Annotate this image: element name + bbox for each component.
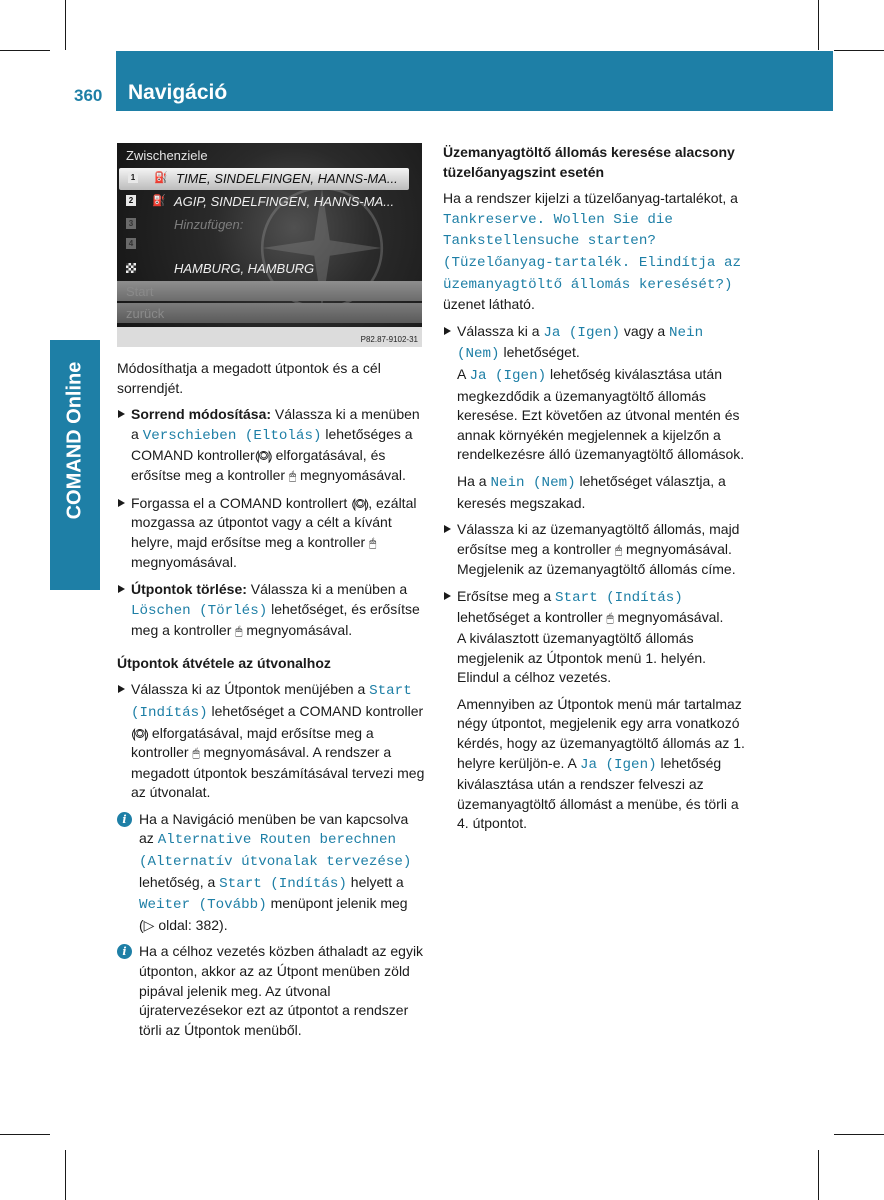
waypoint-text: TIME, SINDELFINGEN, HANNS-MA...	[176, 171, 398, 186]
menu-option: Weiter (Tovább)	[139, 897, 267, 914]
back-button[interactable]: zurück	[117, 303, 422, 323]
page-title: Navigáció	[128, 81, 228, 104]
crop-mark	[0, 1134, 50, 1135]
menu-option: Nein (Nem)	[490, 474, 576, 491]
side-tab-label: COMAND Online	[63, 361, 86, 519]
section-heading: Útpontok átvétele az útvonalhoz	[117, 654, 331, 671]
paragraph: Ha a rendszer kijelzi a tüzelőanyag-tartalékot, a Tankreserve. Wollen Sie die Tankstellensuche starten? (Tüzelőanyag-tartalék. Elindítja az üzemanyagtöltő állomás keresését?) üzenet látható.	[443, 190, 741, 313]
menu-option: Start (Indítás)	[555, 589, 683, 606]
destination-row[interactable]	[117, 258, 422, 280]
waypoint-row-4[interactable]	[117, 234, 422, 256]
menu-option: Ja (Igen)	[469, 367, 547, 384]
info-note: i Ha a Navigáció menüben be van kapcsolva az Alternative Routen berechnen (Alternatív útvonalak tervezése) lehetőség, a Start (Indítás) helyett a Weiter (Tovább) menüpont jelenik meg (▷ oldal: 382).	[117, 810, 425, 936]
menu-option: Alternative Routen berechnen (Alternatív útvonalak tervezése)	[139, 832, 412, 871]
controller-rotate-icon: ⟬◎⟭	[254, 448, 272, 464]
waypoint-number-badge: 1	[128, 172, 138, 183]
menu-option: Verschieben (Eltolás)	[142, 427, 322, 444]
waypoint-number-badge: 3	[126, 218, 136, 229]
controller-press-icon: 🖱	[369, 535, 377, 550]
right-column	[443, 143, 749, 834]
info-note: i Ha a célhoz vezetés közben áthaladt az egyik útponton, akkor az az Útpont menüben zöld pipával jelenik meg. Az útvonal újratervezésekor ezt az útpontot a rendszer törli az Útpontok menüből.	[117, 942, 425, 1040]
bullet-start: Válassza ki az Útpontok menüjében a Start (Indítás) lehetőséget a COMAND kontroller ⟬◎⟭ elforgatásával, majd erősítse meg a kontroller 🖱 megnyomásával. A rendszer a megadott útpontok beszámításával tervezi meg az útvonalat.	[117, 680, 425, 803]
paragraph: Módosíthatja a megadott útpontok és a cél sorrendjét.	[117, 360, 381, 396]
crop-mark	[818, 0, 819, 50]
controller-press-icon: 🖱	[192, 746, 200, 761]
comand-display-figure	[117, 143, 422, 347]
fuel-station-icon: ⛽	[152, 195, 166, 207]
menu-option: Löschen (Törlés)	[131, 602, 268, 619]
paragraph: A Ja (Igen) lehetőség kiválasztása után megkezdődik a üzemanyagtöltő állomás keresése. Ezt követően az útvonal mentén és annak környékén megjelennek a kijelzőn a rendelkezésre álló üzemanyagtöltő állomások.	[457, 365, 745, 463]
paragraph: Ha a Nein (Nem) lehetőséget választja, a keresés megszakad.	[457, 472, 726, 511]
waypoint-number-badge: 4	[126, 238, 136, 249]
waypoint-number-badge: 2	[126, 195, 136, 206]
crop-mark	[65, 1150, 66, 1200]
crop-mark	[65, 0, 66, 50]
menu-option: Ja (Igen)	[543, 324, 620, 341]
crop-mark	[818, 1150, 819, 1200]
waypoint-text: AGIP, SINDELFINGEN, HANNS-MA...	[174, 194, 395, 209]
menu-option: Start (Indítás)	[219, 875, 347, 892]
waypoint-row-3[interactable]	[117, 214, 422, 236]
waypoint-row-1[interactable]	[119, 168, 409, 190]
fuel-station-icon: ⛽	[154, 172, 168, 184]
bullet-choose: Válassza ki a Ja (Igen) vagy a Nein (Nem) lehetőséget.	[443, 322, 749, 365]
crop-mark	[834, 50, 884, 51]
display-title: Zwischenziele	[126, 148, 208, 163]
page-number: 360	[74, 86, 103, 105]
bullet-rotate: Forgassa el a COMAND kontrollert ⟬◎⟭, ezáltal mozgassa az útpontot vagy a célt a kívánt helyre, majd erősítse meg a kontroller 🖱 megnyomásával.	[117, 494, 425, 573]
waypoint-text: Hinzufügen:	[174, 217, 244, 232]
controller-press-icon: 🖱	[235, 624, 243, 639]
destination-text: HAMBURG, HAMBURG	[174, 261, 315, 276]
bullet-confirm-start: Erősítse meg a Start (Indítás) lehetőséget a kontroller 🖱 megnyomásával.	[443, 587, 749, 629]
menu-option: Ja (Igen)	[579, 756, 657, 773]
controller-press-icon: 🖱	[606, 611, 614, 626]
crop-mark	[0, 50, 50, 51]
controller-press-icon: 🖱	[288, 468, 297, 483]
controller-rotate-icon: ⟬◎⟭	[131, 725, 149, 741]
bullet-reorder: Sorrend módosítása: Válassza ki a menüben a Verschieben (Eltolás) lehetőséges a COMAND kontroller⟬◎⟭ elforgatásával, és erősítse meg a kontroller 🖱 megnyomásával.	[117, 405, 425, 486]
crop-mark	[834, 1134, 884, 1135]
bullet-select-station: Válassza ki az üzemanyagtöltő állomás, majd erősítse meg a kontroller 🖱 megnyomásával.	[443, 520, 749, 560]
menu-option: Start (Indítás)	[131, 683, 412, 721]
paragraph: A kiválasztott üzemanyagtöltő állomás megjelenik az Útpontok menü 1. helyén. Elindul a célhoz vezetés.	[457, 630, 707, 686]
left-column	[117, 359, 425, 1040]
waypoint-row-2[interactable]	[117, 191, 422, 213]
display-panel	[117, 143, 422, 327]
info-icon: i	[117, 812, 132, 827]
display-message: Tankreserve. Wollen Sie die Tankstellensuche starten? (Tüzelőanyag-tartalék. Elindítja az üzemanyagtöltő állomás keresését?)	[443, 211, 741, 293]
controller-press-icon: 🖱	[614, 542, 623, 557]
paragraph: Amennyiben az Útpontok menü már tartalmaz négy útpontot, megjelenik egy arra vonatkozó kérdés, hogy az üzemanyagtöltő állomás az 1. helyre kerüljön-e. A Ja (Igen) lehetőség kiválasztása után a rendszer felveszi az üzemanyagtöltő állomást a menübe, és törli a 4. útpontot.	[457, 695, 745, 832]
controller-rotate-icon: ⟬◎⟭	[351, 495, 369, 511]
section-heading: Üzemanyagtöltő állomás keresése alacsony tüzelőanyagszint esetén	[443, 144, 735, 180]
figure-code: P82.87-9102-31	[360, 335, 418, 344]
menu-option: Nein (Nem)	[457, 324, 704, 363]
destination-flag-icon	[126, 263, 136, 273]
start-button[interactable]: Start	[117, 281, 422, 301]
paragraph: Megjelenik az üzemanyagtöltő állomás címe.	[457, 561, 736, 578]
info-icon: i	[117, 944, 132, 959]
bullet-delete: Útpontok törlése: Válassza ki a menüben a Löschen (Törlés) lehetőséget, és erősítse meg a kontroller 🖱 megnyomásával.	[117, 580, 425, 642]
